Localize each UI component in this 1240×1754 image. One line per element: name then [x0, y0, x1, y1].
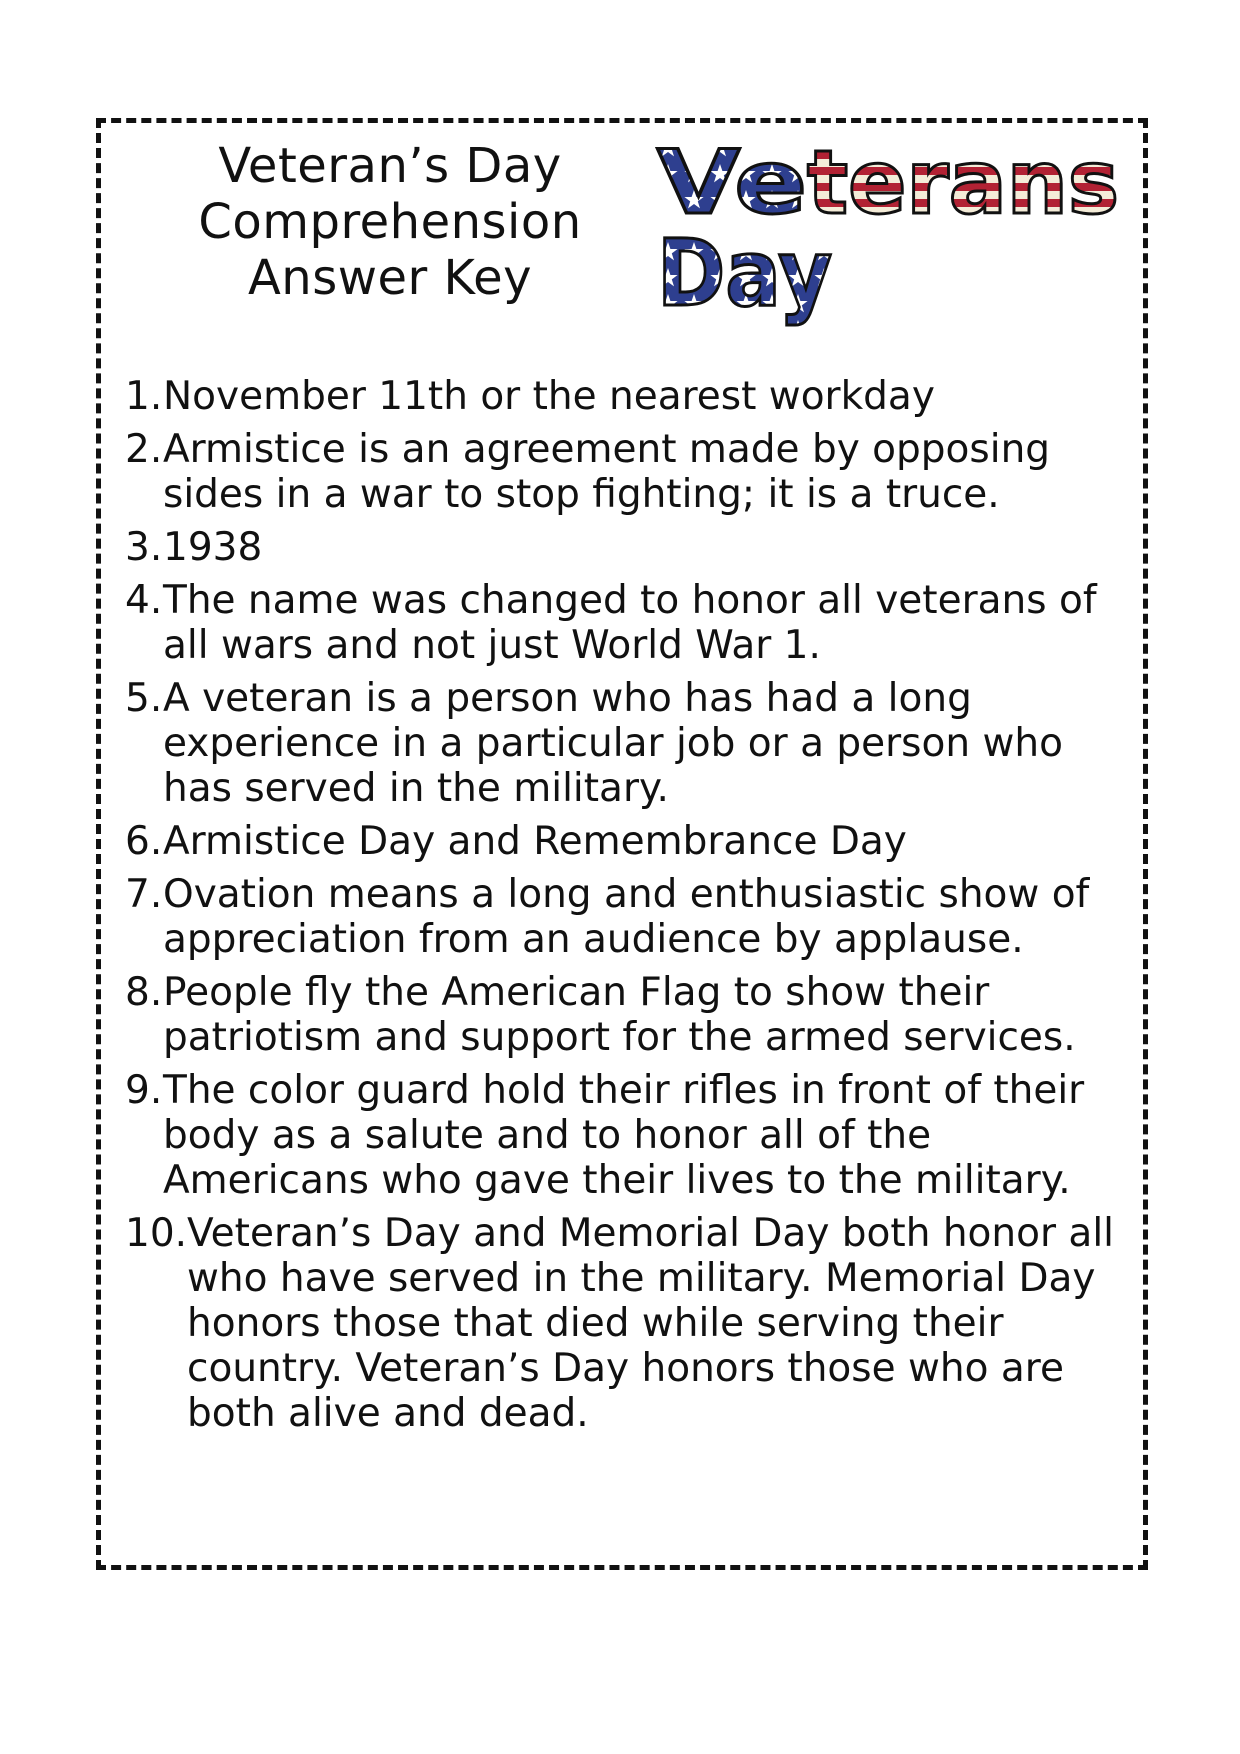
item-number: 4.: [125, 578, 163, 623]
logo-word-day: Day: [657, 220, 832, 327]
title-line-1: Veteran’s Day: [218, 138, 562, 194]
list-item: [125, 1068, 1125, 1203]
title-line-3: Answer Key: [247, 250, 533, 306]
item-text: Veteran’s Day and Memorial Day both honor all who have served in the military. Memorial Day honors those that died while serving their country. Veteran’s Day honors those who are both alive and dead.: [187, 1211, 1114, 1436]
item-number: 2.: [125, 427, 163, 472]
answer-list: [125, 374, 1125, 1444]
item-number: 7.: [125, 872, 163, 917]
list-item: [125, 819, 1125, 864]
page-title: [180, 138, 600, 306]
list-item: [125, 427, 1125, 517]
item-text: Armistice is an agreement made by opposing sides in a war to stop fighting; it is a truce.: [163, 427, 1051, 517]
title-line-2: Comprehension: [198, 194, 582, 250]
list-item: [125, 374, 1125, 419]
item-number: 10.: [125, 1211, 188, 1256]
item-text: People fly the American Flag to show their patriotism and support for the armed services.: [163, 970, 1076, 1060]
item-text: November 11th or the nearest workday: [163, 374, 935, 419]
item-number: 6.: [125, 819, 163, 864]
logo-word-ve: Ve: [657, 135, 807, 234]
item-number: 8.: [125, 970, 163, 1015]
item-number: 9.: [125, 1068, 163, 1113]
item-text: Ovation means a long and enthusiastic show of appreciation from an audience by applause.: [163, 872, 1090, 962]
item-text: A veteran is a person who has had a long experience in a particular job or a person who has served in the military.: [163, 676, 1063, 811]
item-text: 1938: [163, 525, 263, 570]
item-number: 1.: [125, 374, 163, 419]
list-item: [125, 1211, 1125, 1436]
item-text: The color guard hold their rifles in front of their body as a salute and to honor all of the Americans who gave their lives to the military.: [163, 1068, 1085, 1203]
item-text: The name was changed to honor all veterans of all wars and not just World War 1.: [163, 578, 1097, 668]
veterans-day-logo: [655, 135, 1125, 335]
list-item: [125, 872, 1125, 962]
item-number: 3.: [125, 525, 163, 570]
logo-word-terans: terans: [807, 135, 1119, 234]
list-item: [125, 578, 1125, 668]
item-number: 5.: [125, 676, 163, 721]
list-item: [125, 676, 1125, 811]
list-item: [125, 970, 1125, 1060]
list-item: [125, 525, 1125, 570]
item-text: Armistice Day and Remembrance Day: [163, 819, 907, 864]
